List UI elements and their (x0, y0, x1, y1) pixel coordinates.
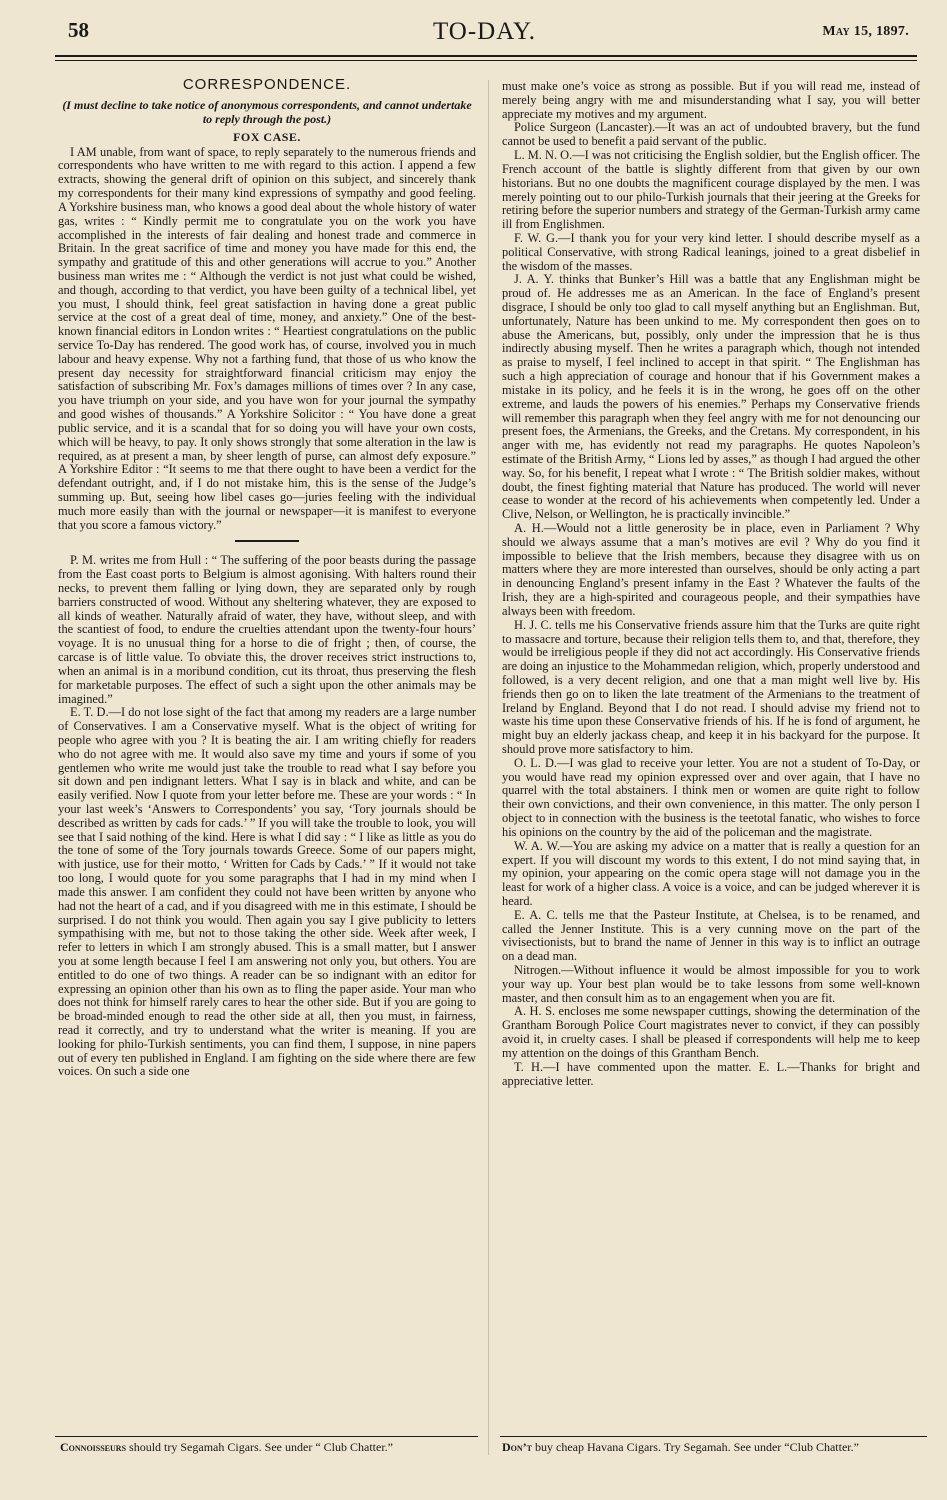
footer-rule-right (500, 1436, 927, 1437)
letter-paragraph: J. A. Y. thinks that Bunker’s Hill was a battle that any Englishman might be proud of. He addresses me as an American. In the face of England’s present disgrace, I should be only too glad to call myself anything but an Englishman. But, unfortunately, Nature has been unkind to me. My correspondent then goes on to abuse the Americans, but, possibly, only under the impression that he is thus indirectly abusing myself. Then he writes a paragraph which, though not intended as praise to myself, I feel inclined to accept in that spirit. “ The Englishman has such a high appreciation of courage and honour that if his Government makes a mistake in its policy, and he feels it is in the wrong, he goes off on the other extreme, and lauds the powers of his enemies.” Perhaps my Conservative friends will remember this paragraph when they feel angry with me for not denouncing our present foes, the Armenians, the Greeks, and the Cretans. My correspondent, in his anger with me, has evidently not read my paragraphs. He quotes Napoleon’s estimate of the British Army, “ Lions led by asses,” as though I had argued the other way. So, for his benefit, I repeat what I wrote : “ The British soldier makes, without doubt, the finest fighting material that Nature has produced. The world will never cease to wonder at the record of his achievements when competently led. Under a Clive, Nelson, or Wellington, he is practically invincible.” (502, 272, 920, 522)
advert-text: should try Segamah Cigars. See under “ Club Chatter.” (126, 1440, 393, 1454)
fox-case-paragraph: I AM unable, from want of space, to reply separately to the numerous friends and correspondents who have written to me with regard to this action. I append a few extracts, showing the general drift of opinion on this subject, and sincerely thank my correspondents for their many kind expressions of sympathy and good feeling. A Yorkshire business man, who knows a good deal about the whole history of water gas, writes : “ Kindly permit me to congratulate you on the work you have accomplished in the interests of fair dealing and honest trade and commerce in Britain. In the great sacrifice of time and money you have made for this end, the sympathy and gratitude of this and other generations will accrue to you.” Another business man writes me : “ Although the verdict is not just what could be wished, and though, according to that verdict, you have been guilty of a technical libel, yet you must, I should think, feel great satisfaction in having done a great public service at the cost of a great deal of time, money, and anxiety.” One of the best-known financial editors in London writes : “ Heartiest congratulations on the public service To-Day has rendered. The good work has, of course, involved you in much labour and heavy expense. Why not a farthing fund, that those of us who know the present day necessity for straightforward financial criticism may enjoy the satisfaction of subscribing Mr. Fox’s damages millions of times over ? In any case, you have triumph on your side, and you have won for your journal the sympathy and good wishes of thousands.” A Yorkshire Solicitor : “ You have done a great public service, and it is a scandal that for so doing you will have your own costs, which will be heavy, to pay. It only shows strongly that some alteration in the law is required, as at present a man, by sheer length of purse, can almost defy exposure.” A Yorkshire Editor : “It seems to me that there ought to have been a verdict for the defendant outright, and, if I do not mistake him, this is the sense of the Judge’s summing up. But, seeing how libel cases go—juries feeling with the individual much more easily than with the journal or newspaper—it is manifest to everyone that you score a famous victory.” (58, 144, 476, 532)
footer-advert-right (502, 1440, 927, 1455)
editor-note: (I must decline to take notice of anonymous correspondents, and cannot undertake to reply through the post.) (62, 97, 472, 126)
letter-paragraph: L. M. N. O.—I was not criticising the English soldier, but the English officer. The French account of the battle is slightly different from that given by our own historians. But no one doubts the magnificent courage displayed by the men. I was merely pointing out to our philo-Turkish journals that their jeering at the Greeks for retiring before the superior numbers and strategy of the German-Turkish army came ill from Englishmen. (502, 148, 920, 232)
column-separator (488, 80, 489, 1455)
letter-paragraph: W. A. W.—You are asking my advice on a matter that is really a question for an expert. If you will discount my words to this extent, I do not mind saying that, in my opinion, your appearing on the comic opera stage will not damage you in the least for work of a higher class. A voice is a voice, and can be judged wherever it is heard. (502, 838, 920, 908)
advert-lead-word: Connoisseurs (60, 1440, 127, 1454)
letter-paragraph: T. H.—I have commented upon the matter. E. L.—Thanks for bright and appreciative letter. (502, 1059, 920, 1088)
letter-paragraph: Nitrogen.—Without influence it would be almost impossible for you to work your way up. Your best plan would be to take lessons from some well-known master, and then consult him as to an engagement when you are fit. (502, 963, 920, 1005)
letter-paragraph: O. L. D.—I was glad to receive your letter. You are not a student of To-Day, or you would have read my opinion expressed over and over again, that I have no quarrel with the total abstainers. I think men or women are quite right to follow their own convictions, and their own convenience, in this matter. The only person I object to in connection with the business is the teetotal fanatic, who wishes to force his opinions on the country by the aid of the policeman and the magistrate. (502, 755, 920, 839)
letter-paragraph: A. H.—Would not a little generosity be in place, even in Parliament ? Why should we always assume that a man’s motives are evil ? Why do you find it impossible to believe that the Irish members, because they disagree with us on matters where they are more interested than ourselves, should be only acting a part in denouncing England’s present infamy in the East ? Whatever the faults of the Irish, they are a high-spirited and courageous people, and their sympathies have always been with freedom. (502, 521, 920, 618)
letter-paragraph: H. J. C. tells me his Conservative friends assure him that the Turks are quite right to massacre and torture, because their religion tells them to, and that, therefore, they would be irreligious people if they did not act accordingly. His Conservative friends are doing an injustice to the Mohammedan religion, which, properly understood and followed, is a very decent religion, and one that a man might well live by. His friends then go on to liken the late treatment of the Armenians to the treatment of Ireland by England. Beyond that I do not read. I should advise my friend not to waste his time upon these Conservative friends of his. If he is fond of argument, he might buy an elderly jackass cheap, and keep it in his backyard for the purpose. It should prove more satisfactory to him. (502, 617, 920, 756)
letter-paragraph: A. H. S. encloses me some newspaper cuttings, showing the determination of the Grantham Borough Police Court magistrates never to convict, if they can possibly avoid it, in cruelty cases. I shall be pleased if correspondents will help me to keep my attention on the doings of this Grantham Bench. (502, 1004, 920, 1060)
advert-lead-word: Don’t (502, 1440, 532, 1454)
letter-paragraph: F. W. G.—I thank you for your very kind letter. I should describe myself as a political Conservative, with strong Radical leanings, joined to a great disbelief in the wisdom of the masses. (502, 230, 920, 273)
header-rule-thick (55, 55, 917, 57)
fox-case-heading: FOX CASE. (233, 129, 301, 144)
issue-date: May 15, 1897. (822, 24, 909, 39)
page-header (60, 18, 909, 52)
letter-paragraph: P. M. writes me from Hull : “ The suffering of the poor beasts during the passage from the East coast ports to Belgium is almost agonising. With halters round their necks, to prevent them falling or lying down, they are separated only by rough barriers constructed of wood. Without any sheltering whatever, they are exposed to all kinds of weather. Naturally afraid of water, they have, without sleep, and with the scantiest of food, to endure the cruelties attendant upon the twenty-four hours’ voyage. It is no unusual thing for a horse to die of fright ; then, of course, the carcase is of little value. To obviate this, the drover receives strict instructions to, when an animal is in a moribund condition, cut its throat, thus preserving the flesh for marketable purposes. The effect of such a sight upon the other animals may be imagined.” (58, 553, 476, 706)
footer-advert-left (60, 1440, 478, 1455)
section-title: CORRESPONDENCE. (182, 76, 352, 93)
left-column (58, 78, 476, 1079)
header-rule-thin (55, 60, 917, 61)
letter-paragraph: E. T. D.—I do not lose sight of the fact that among my readers are a large number of Conservatives. I am a Conservative myself. What is the object of writing for people who agree with you ? It is beating the air. I am writing chiefly for readers who do not agree with me. It would also save my time and yours if some of you gentlemen who write me would just take the trouble to read what I say before you sit down and pen indignant letters. What I say is in black and white, and can be easily verified. Now I quote from your letter before me. These are your words : “ In your last week’s ‘Answers to Correspondents’ you say, ‘Tory journals should be described as written by cads for cads.’ ” If you will take the trouble to look, you will see that I said nothing of the kind. Here is what I did say : “ I like as little as you do the tone of some of the Tory journals towards Greece. Some of our papers might, with justice, use for their motto, ‘ Written for Cads by Cads.’ ” If it would not take too long, I would quote for you some paragraphs that I had in my mind when I made this answer. I am confident they could not have been written by anyone who had not the heart of a cad, and if you disagreed with me in this estimate, I should be surprised. I do not think you would. Then again you say I give publicity to letters sympathising with me, but not to those taking the other side. Week after week, I refer to letters in which I am strongly abused. This is a small matter, but I answer you at some length because I feel I am answering not only you, but others. You are entitled to do one of two things. A reader can be so indignant with an editor for expressing an opinion other than his own as to fling the paper aside. Your man who does not think for himself rarely cares to hear the other side. But if you are going to be broad-minded enough to read the other side at all, then you must, in fairness, read it correctly, and try to understand what the writer is meaning. If you are looking for philo-Turkish sentiments, you can find them, I suppose, in nine papers out of every ten published in England. I am fighting on the side where there are few voices. On such a side one (58, 705, 476, 1079)
footer-rule-left (55, 1436, 478, 1437)
letter-paragraph: must make one’s voice as strong as possible. But if you will read me, instead of merely being angry with me and misunderstanding what I say, you will better appreciate my motives and my argument. (502, 79, 920, 121)
advert-text: buy cheap Havana Cigars. Try Segamah. See under “Club Chatter.” (532, 1440, 859, 1454)
page-number: 58 (68, 18, 89, 42)
publication-title: TO-DAY. (432, 18, 537, 45)
letter-paragraph: E. A. C. tells me that the Pasteur Institute, at Chelsea, is to be renamed, and called the Jenner Institute. This is a very cunning move on the part of the vivisectionists, but to brand the name of Jenner in this way is to inflict an outrage on a dead man. (502, 907, 920, 964)
letter-paragraph: Police Surgeon (Lancaster).—It was an act of undoubted bravery, but the fund cannot be used to benefit a paid servant of the public. (502, 120, 920, 149)
right-column (502, 80, 920, 1088)
section-divider (235, 540, 299, 542)
